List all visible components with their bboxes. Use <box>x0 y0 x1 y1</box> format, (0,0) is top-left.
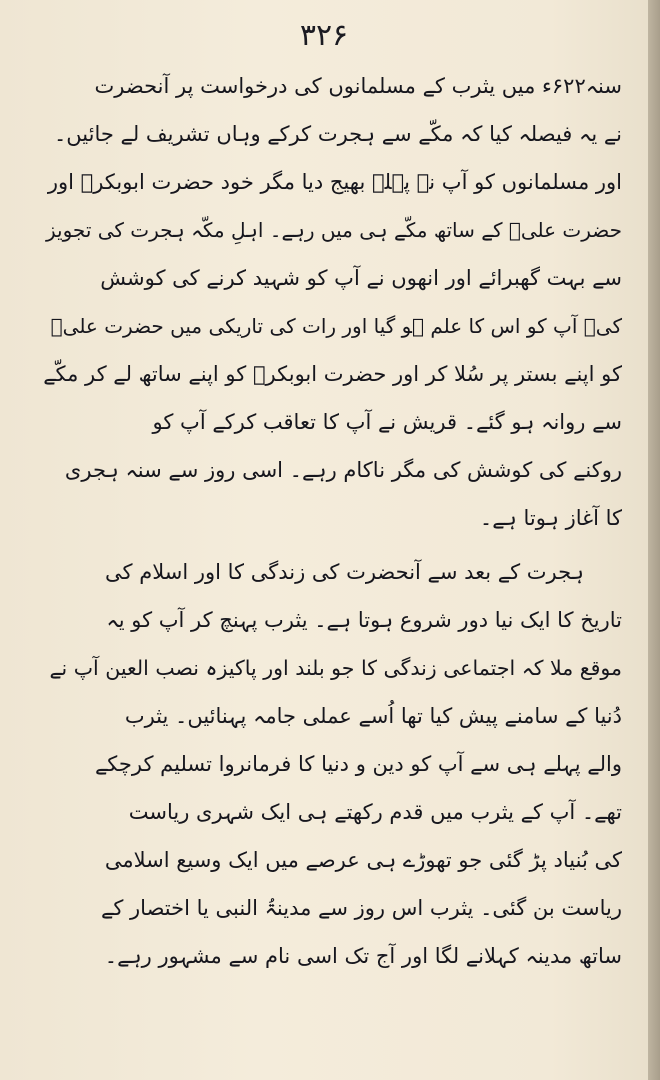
text-line: اور مسلمانوں کو آپ نے پہلے بھیج دیا مگر خود حضرت ابوبکرؓ اور <box>47 170 622 194</box>
text-line: کو اپنے بستر پر سُلا کر اور حضرت ابوبکرؓ کو اپنے ساتھ لے کر مکّے <box>43 362 622 386</box>
text-line: والے پہلے ہی سے آپ کو دین و دنیا کا فرمانروا تسلیم کرچکے <box>95 752 622 776</box>
text-line: نے یہ فیصلہ کیا کہ مکّے سے ہجرت کرکے وہاں تشریف لے جائیں۔ <box>53 122 622 146</box>
text-line: روکنے کی کوشش کی مگر ناکام رہے۔ اسی روز سے سنہ ہجری <box>64 458 622 482</box>
text-line: حضرت علیؓ کے ساتھ مکّے ہی میں رہے۔ اہلِ مکّہ ہجرت کی تجویز <box>45 218 622 242</box>
text-line: ہجرت کے بعد سے آنحضرت کی زندگی کا اور اسلام کی <box>105 560 584 584</box>
text-line: ریاست بن گئی۔ یثرب اس روز سے مدینۃُ النبی یا اختصار کے <box>101 896 622 920</box>
page-number: ۳۲۶ <box>299 18 349 53</box>
text-line: کی۔ آپ کو اس کا علم ہو گیا اور رات کی تاریکی میں حضرت علیؓ <box>50 314 622 338</box>
text-line: سنہ۶۲۲ء میں یثرب کے مسلمانوں کی درخواست پر آنحضرت <box>94 74 622 98</box>
text-line: موقع ملا کہ اجتماعی زندگی کا جو بلند اور پاکیزہ نصب العین آپ نے <box>49 656 622 680</box>
text-line: کی بُنیاد پڑ گئی جو تھوڑے ہی عرصے میں ایک وسیع اسلامی <box>104 848 622 872</box>
text-line: ساتھ مدینہ کہلانے لگا اور آج تک اسی نام سے مشہور رہے۔ <box>104 944 622 968</box>
page-edge <box>648 0 660 1080</box>
text-line: سے روانہ ہو گئے۔ قریش نے آپ کا تعاقب کرکے آپ کو <box>152 410 622 434</box>
text-line: کا آغاز ہوتا ہے۔ <box>479 506 622 530</box>
text-line: تھے۔ آپ کے یثرب میں قدم رکھتے ہی ایک شہری ریاست <box>128 800 622 824</box>
text-line: سے بہت گھبرائے اور انھوں نے آپ کو شہید کرنے کی کوشش <box>100 266 622 290</box>
text-line: دُنیا کے سامنے پیش کیا تھا اُسے عملی جامہ پہنائیں۔ یثرب <box>124 704 622 728</box>
text-line: تاریخ کا ایک نیا دور شروع ہوتا ہے۔ یثرب پہنچ کر آپ کو یہ <box>106 608 622 632</box>
